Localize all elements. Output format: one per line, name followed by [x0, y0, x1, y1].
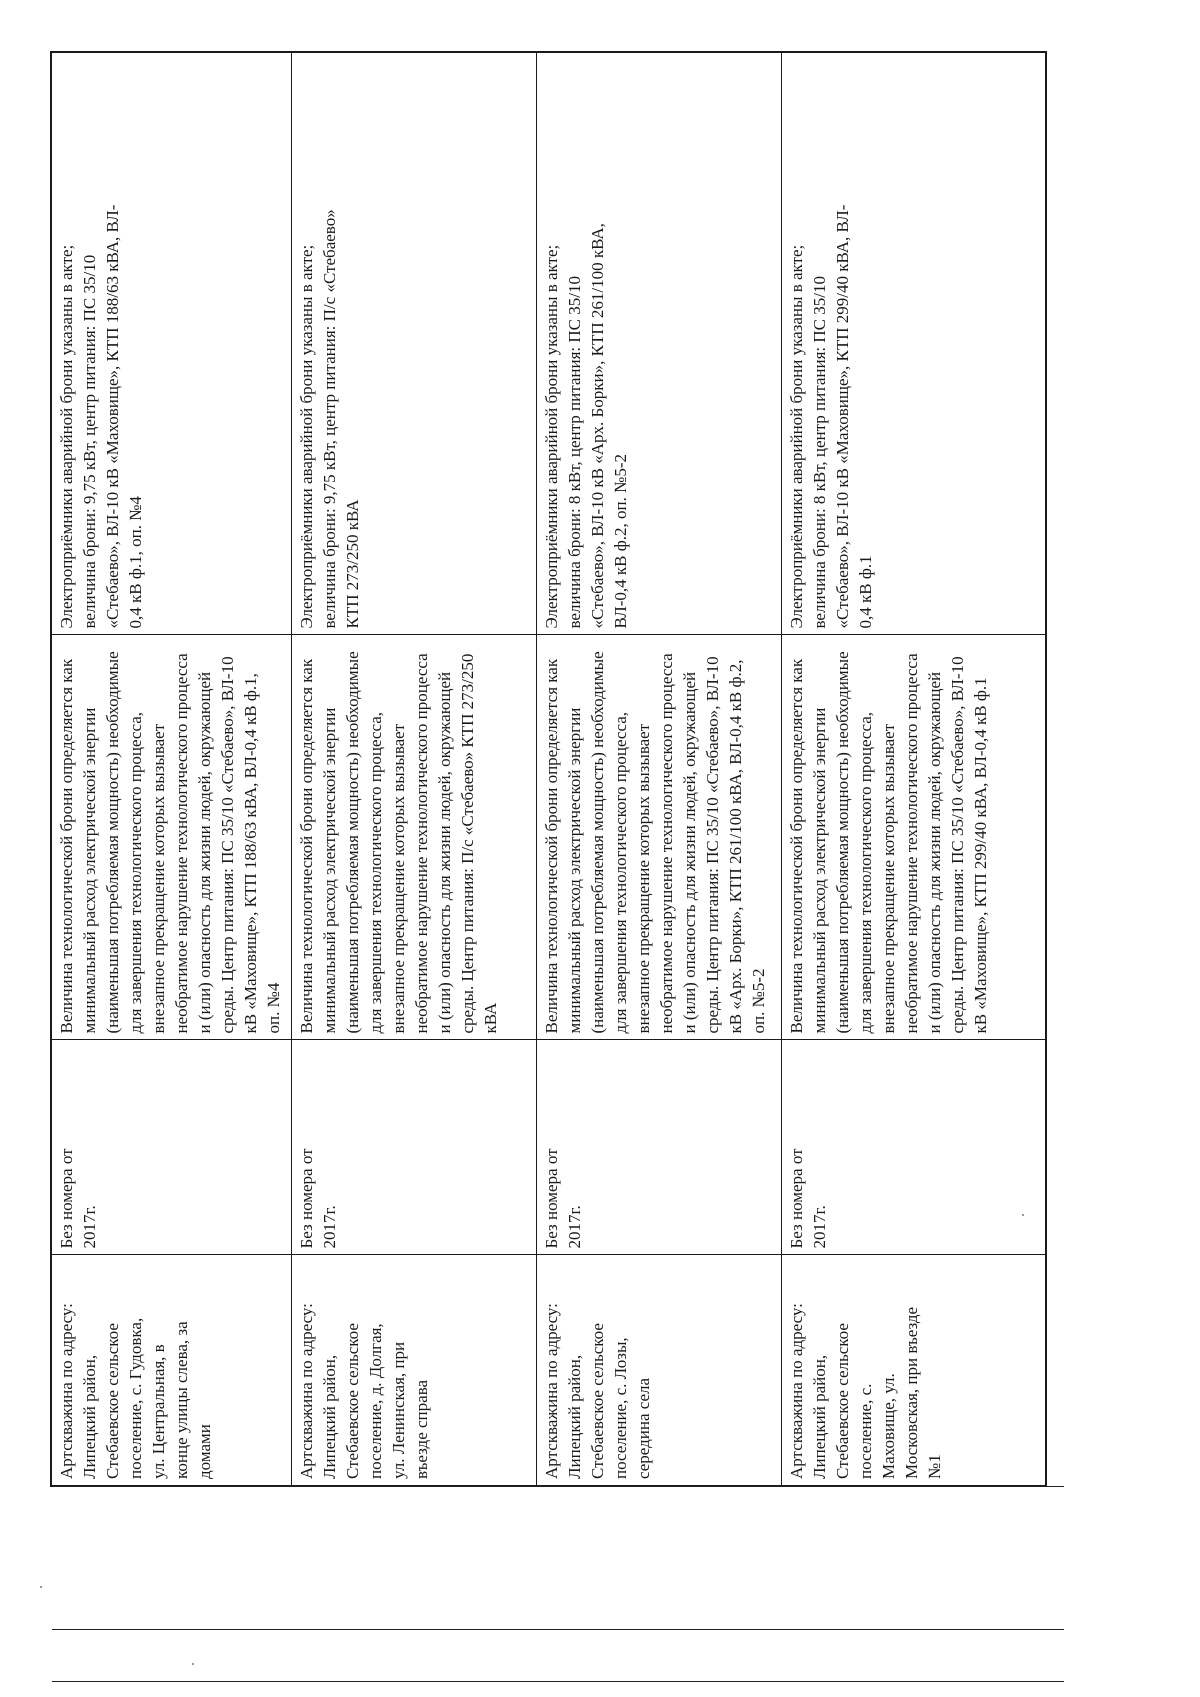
- object-address-cell: Артскважина по адресу: Липецкий район, Стебаевское сельское поселение, с. Маховище, ул. Московская, при въезде №1: [781, 1255, 1046, 1486]
- reservation-table: [50, 51, 1047, 1487]
- table-row: [291, 52, 536, 1486]
- scan-speck: [40, 1586, 42, 1588]
- emergency-reserve-cell: Электроприёмники аварийной брони указаны в акте; величина брони: 9,75 кВт, центр питания: ПС 35/10 «Стебаево», ВЛ-10 кВ «Маховище», КТП 188/63 кВА, ВЛ- 0,4 кВ ф.1, оп. №4: [51, 52, 291, 635]
- horizontal-rule-2: [52, 1629, 1064, 1630]
- tech-reserve-cell: Величина технологической брони определяется как минимальный расход электрической энергии (наименьшая потребляемая мощность) необходимые для завершения технологического процесса, внезапное прекращение которых вызывает необратимое нарушение технологического процесса и (или) опасность для жизни людей, окружающей среды. Центр питания: ПС 35/10 «Стебаево», ВЛ-10 кВ «Маховище», КТП 299/40 кВА, ВЛ-0,4 кВ ф.1: [781, 635, 1046, 1040]
- table-row: [536, 52, 781, 1486]
- act-number-cell: Без номера от 2017г.: [51, 1040, 291, 1255]
- horizontal-rule-3: [52, 1681, 1064, 1682]
- act-number-cell: Без номера от 2017г.: [781, 1040, 1046, 1255]
- tech-reserve-cell: Величина технологической брони определяется как минимальный расход электрической энергии (наименьшая потребляемая мощность) необходимые для завершения технологического процесса, внезапное прекращение которых вызывает необратимое нарушение технологического процесса и (или) опасность для жизни людей, окружающей среды. Центр питания: П/с «Стебаево» КТП 273/250 кВА: [291, 635, 536, 1040]
- act-number-cell: Без номера от 2017г.: [536, 1040, 781, 1255]
- tech-reserve-cell: Величина технологической брони определяется как минимальный расход электрической энергии (наименьшая потребляемая мощность) необходимые для завершения технологического процесса, внезапное прекращение которых вызывает необратимое нарушение технологического процесса и (или) опасность для жизни людей, окружающей среды. Центр питания: ПС 35/10 «Стебаево», ВЛ-10 кВ «Арх. Борки», КТП 261/100 кВА, ВЛ-0,4 кВ ф.2, оп. №5-2: [536, 635, 781, 1040]
- horizontal-rule-1: [52, 1486, 1064, 1487]
- object-address-cell: Артскважина по адресу: Липецкий район, Стебаевское сельское поселение, с. Гудовка, ул. Центральная, в конце улицы слева, за домами: [51, 1255, 291, 1486]
- act-number-cell: Без номера от 2017г.: [291, 1040, 536, 1255]
- emergency-reserve-cell: Электроприёмники аварийной брони указаны в акте; величина брони: 8 кВт, центр питания: ПС 35/10 «Стебаево», ВЛ-10 кВ «Маховище», КТП 299/40 кВА, ВЛ- 0,4 кВ ф.1: [781, 52, 1046, 635]
- object-address-cell: Артскважина по адресу: Липецкий район, Стебаевское сельское поселение, с. Лозы, середина села: [536, 1255, 781, 1486]
- tech-reserve-cell: Величина технологической брони определяется как минимальный расход электрической энергии (наименьшая потребляемая мощность) необходимые для завершения технологического процесса, внезапное прекращение которых вызывает необратимое нарушение технологического процесса и (или) опасность для жизни людей, окружающей среды. Центр питания: ПС 35/10 «Стебаево», ВЛ-10 кВ «Маховище», КТП 188/63 кВА, ВЛ-0,4 кВ ф.1, оп. №4: [51, 635, 291, 1040]
- scan-speck: [192, 1663, 194, 1665]
- rotated-page-content: [50, 53, 1045, 1487]
- table-row: [51, 52, 291, 1486]
- emergency-reserve-cell: Электроприёмники аварийной брони указаны в акте; величина брони: 8 кВт, центр питания: ПС 35/10 «Стебаево», ВЛ-10 кВ «Арх. Борки», КТП 261/100 кВА, ВЛ-0,4 кВ ф.2, оп. №5-2: [536, 52, 781, 635]
- scan-speck: [1022, 1214, 1024, 1216]
- table-row: [781, 52, 1046, 1486]
- object-address-cell: Артскважина по адресу: Липецкий район, Стебаевское сельское поселение, д. Долгая, ул. Ленинская, при въезде справа: [291, 1255, 536, 1486]
- emergency-reserve-cell: Электроприёмники аварийной брони указаны в акте; величина брони: 9,75 кВт, центр питания: П/с «Стебаево» КТП 273/250 кВА: [291, 52, 536, 635]
